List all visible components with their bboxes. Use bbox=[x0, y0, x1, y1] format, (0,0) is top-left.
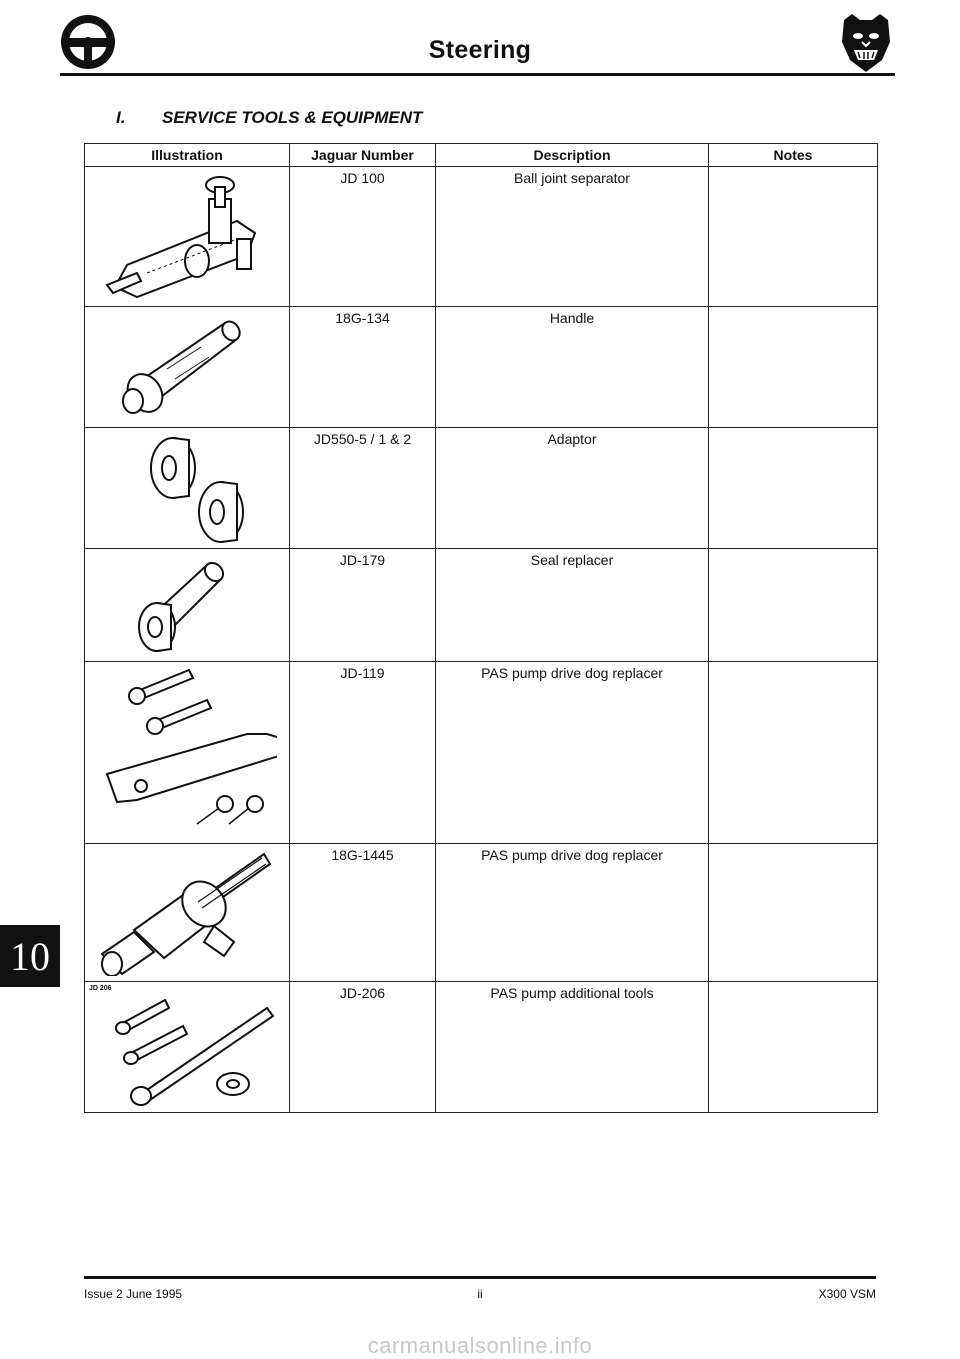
tool-notes bbox=[709, 549, 878, 662]
table-row bbox=[85, 982, 878, 1113]
header-rule bbox=[60, 73, 895, 76]
illustration-cell bbox=[85, 982, 290, 1113]
tool-notes bbox=[709, 844, 878, 982]
jaguar-number: JD550-5 / 1 & 2 bbox=[290, 428, 436, 549]
tool-description: Handle bbox=[436, 307, 709, 428]
manual-code: X300 VSM bbox=[818, 1287, 876, 1301]
illustration-cell bbox=[85, 549, 290, 662]
service-tools-table bbox=[84, 143, 878, 1113]
tool-description: PAS pump drive dog replacer bbox=[436, 844, 709, 982]
drive-dog-replacer-tool-icon bbox=[94, 846, 280, 976]
header-description: Description bbox=[436, 144, 709, 167]
jaguar-growler-icon bbox=[838, 12, 894, 74]
illustration-cell bbox=[85, 428, 290, 549]
tool-notes bbox=[709, 662, 878, 844]
header-jaguar-number: Jaguar Number bbox=[290, 144, 436, 167]
tool-description: Ball joint separator bbox=[436, 167, 709, 307]
page-header bbox=[60, 10, 900, 76]
page-number: ii bbox=[477, 1287, 483, 1301]
tool-description: Adaptor bbox=[436, 428, 709, 549]
jaguar-number: JD 100 bbox=[290, 167, 436, 307]
illustration-cell bbox=[85, 844, 290, 982]
tool-notes bbox=[709, 167, 878, 307]
image-label: JD 206 bbox=[89, 985, 112, 992]
section-tab: 10 bbox=[0, 925, 60, 987]
section-title: SERVICE TOOLS & EQUIPMENT bbox=[162, 108, 423, 127]
additional-tools-icon bbox=[97, 984, 277, 1108]
tool-description: PAS pump additional tools bbox=[436, 982, 709, 1113]
table-row bbox=[85, 167, 878, 307]
illustration-cell bbox=[85, 662, 290, 844]
drive-dog-replacer-icon bbox=[97, 664, 277, 838]
handle-icon bbox=[97, 309, 277, 421]
seal-replacer-icon bbox=[97, 551, 277, 657]
ball-joint-separator-icon bbox=[97, 169, 277, 301]
illustration-cell bbox=[85, 167, 290, 307]
table-row bbox=[85, 307, 878, 428]
jaguar-number: JD-179 bbox=[290, 549, 436, 662]
adaptor-icon bbox=[97, 430, 277, 544]
tool-notes bbox=[709, 307, 878, 428]
jaguar-number: 18G-1445 bbox=[290, 844, 436, 982]
table-row bbox=[85, 428, 878, 549]
table-row bbox=[85, 662, 878, 844]
jaguar-number: 18G-134 bbox=[290, 307, 436, 428]
table-row bbox=[85, 844, 878, 982]
tool-description: PAS pump drive dog replacer bbox=[436, 662, 709, 844]
footer-rule bbox=[84, 1276, 876, 1279]
header-notes: Notes bbox=[709, 144, 878, 167]
section-number: I. bbox=[116, 108, 126, 127]
jaguar-number: JD-119 bbox=[290, 662, 436, 844]
page-title: Steering bbox=[428, 36, 532, 64]
table-row bbox=[85, 549, 878, 662]
table-header-row bbox=[85, 144, 878, 167]
tool-description: Seal replacer bbox=[436, 549, 709, 662]
tool-notes bbox=[709, 428, 878, 549]
issue-date: Issue 2 June 1995 bbox=[84, 1287, 183, 1301]
watermark: carmanualsonline.info bbox=[367, 1333, 593, 1358]
header-illustration: Illustration bbox=[85, 144, 290, 167]
illustration-cell bbox=[85, 307, 290, 428]
jaguar-number: JD-206 bbox=[290, 982, 436, 1113]
tool-notes bbox=[709, 982, 878, 1113]
